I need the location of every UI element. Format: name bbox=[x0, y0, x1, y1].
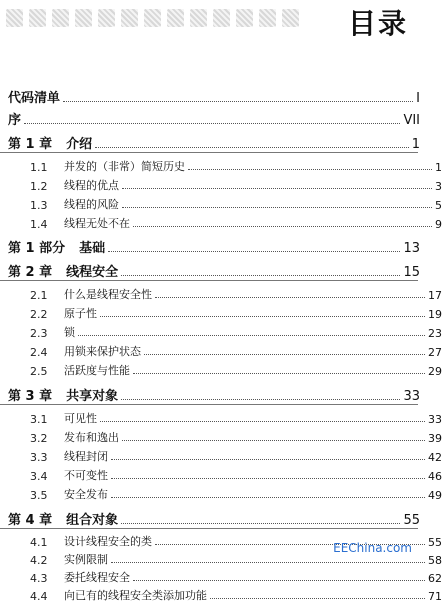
section-number: 2.5 bbox=[30, 365, 48, 378]
section-number: 1.2 bbox=[30, 180, 48, 193]
page-title: 目录 bbox=[347, 7, 408, 40]
dot-leader bbox=[133, 373, 425, 374]
toc-page-number: 13 bbox=[403, 241, 420, 256]
toc-entry-chapter-3[interactable] bbox=[0, 384, 426, 404]
toc-page-number: 46 bbox=[428, 470, 442, 483]
toc-entry-preface[interactable] bbox=[0, 108, 426, 128]
toc-page-number: 23 bbox=[428, 327, 442, 340]
toc-entry-section-2-5[interactable] bbox=[0, 360, 448, 378]
dot-leader bbox=[133, 580, 425, 581]
section-number: 2.2 bbox=[30, 308, 48, 321]
dot-leader bbox=[121, 275, 400, 276]
toc-entry-chapter-1[interactable] bbox=[0, 132, 426, 152]
dot-leader bbox=[111, 459, 425, 460]
toc-title: 线程安全 bbox=[66, 265, 119, 280]
toc-title: 发布和逸出 bbox=[64, 431, 119, 444]
section-number: 3.4 bbox=[30, 470, 48, 483]
toc-title: 原子性 bbox=[64, 307, 97, 320]
chapter-rule bbox=[0, 152, 418, 153]
dot-leader bbox=[95, 147, 409, 148]
toc-entry-section-2-3[interactable] bbox=[0, 322, 448, 340]
section-number: 2.3 bbox=[30, 327, 48, 340]
toc-entry-part-1[interactable] bbox=[0, 236, 426, 256]
toc-title: 代码清单 bbox=[8, 91, 61, 106]
chapter-number: 第 2 章 bbox=[8, 265, 53, 280]
toc-page-number: 9 bbox=[435, 218, 442, 231]
dot-leader bbox=[111, 562, 425, 563]
toc-page-number: 1 bbox=[411, 137, 420, 152]
toc-page-number: 17 bbox=[428, 289, 442, 302]
toc-title: 基础 bbox=[79, 241, 106, 256]
section-number: 3.5 bbox=[30, 489, 48, 502]
toc-page-number: 39 bbox=[428, 432, 442, 445]
dot-leader bbox=[188, 169, 432, 170]
toc-page-number: VII bbox=[403, 113, 420, 128]
section-number: 3.2 bbox=[30, 432, 48, 445]
toc-page-number: 15 bbox=[403, 265, 420, 280]
dot-leader bbox=[121, 523, 400, 524]
chapter-number: 第 3 章 bbox=[8, 389, 53, 404]
toc-entry-section-1-3[interactable] bbox=[0, 194, 448, 212]
toc-entry-section-1-2[interactable] bbox=[0, 175, 448, 193]
section-number: 4.1 bbox=[30, 536, 48, 549]
toc-title: 并发的（非常）简短历史 bbox=[64, 160, 185, 173]
toc-entry-section-3-2[interactable] bbox=[0, 427, 448, 445]
section-number: 1.3 bbox=[30, 199, 48, 212]
dot-leader bbox=[155, 297, 425, 298]
toc-page-number: 19 bbox=[428, 308, 442, 321]
toc-title: 向已有的线程安全类添加功能 bbox=[64, 589, 207, 602]
section-number: 1.4 bbox=[30, 218, 48, 231]
toc-title: 什么是线程安全性 bbox=[64, 288, 152, 301]
dot-leader bbox=[133, 226, 432, 227]
dot-leader bbox=[78, 335, 425, 336]
toc-page-number: 71 bbox=[428, 590, 442, 603]
toc-page-number: 5 bbox=[435, 199, 442, 212]
section-number: 2.1 bbox=[30, 289, 48, 302]
toc-title: 介绍 bbox=[66, 137, 93, 152]
toc-title: 可见性 bbox=[64, 412, 97, 425]
toc-title: 线程无处不在 bbox=[64, 217, 130, 230]
dot-leader bbox=[210, 598, 425, 599]
toc-entry-section-2-2[interactable] bbox=[0, 303, 448, 321]
dot-leader bbox=[111, 478, 425, 479]
toc-page-number: I bbox=[416, 91, 420, 106]
dot-leader bbox=[108, 251, 400, 252]
chapter-rule bbox=[0, 280, 418, 281]
toc-page-number: 55 bbox=[403, 513, 420, 528]
toc-title: 安全发布 bbox=[64, 488, 108, 501]
toc-page-number: 27 bbox=[428, 346, 442, 359]
watermark: EEChina.com bbox=[333, 541, 412, 555]
chapter-rule bbox=[0, 404, 418, 405]
toc-title: 共享对象 bbox=[66, 389, 119, 404]
toc-entry-chapter-4[interactable] bbox=[0, 508, 426, 528]
toc-title: 线程的风险 bbox=[64, 198, 119, 211]
toc-title: 线程的优点 bbox=[64, 179, 119, 192]
toc-title: 委托线程安全 bbox=[64, 571, 130, 584]
toc-entry-section-3-5[interactable] bbox=[0, 484, 448, 502]
toc-page-number: 29 bbox=[428, 365, 442, 378]
toc-title: 组合对象 bbox=[66, 513, 119, 528]
part-number: 第 1 部分 bbox=[8, 241, 66, 256]
toc-title: 锁 bbox=[64, 326, 75, 339]
toc-entry-section-1-1[interactable] bbox=[0, 156, 448, 174]
section-number: 3.1 bbox=[30, 413, 48, 426]
toc-title: 用锁来保护状态 bbox=[64, 345, 141, 358]
toc-page-number: 55 bbox=[428, 536, 442, 549]
toc-entry-section-3-4[interactable] bbox=[0, 465, 448, 483]
dot-leader bbox=[100, 421, 425, 422]
toc-title: 线程封闭 bbox=[64, 450, 108, 463]
dot-leader bbox=[144, 354, 425, 355]
toc-title: 活跃度与性能 bbox=[64, 364, 130, 377]
toc-title: 实例限制 bbox=[64, 553, 108, 566]
chapter-rule bbox=[0, 528, 418, 529]
toc-entry-section-1-4[interactable] bbox=[0, 213, 448, 231]
dot-leader bbox=[100, 316, 425, 317]
toc-entry-section-2-4[interactable] bbox=[0, 341, 448, 359]
chapter-number: 第 4 章 bbox=[8, 513, 53, 528]
toc-page-number: 3 bbox=[435, 180, 442, 193]
toc-page-number: 1 bbox=[435, 161, 442, 174]
toc-page-number: 33 bbox=[428, 413, 442, 426]
toc-entry-section-4-4[interactable] bbox=[0, 585, 448, 603]
section-number: 1.1 bbox=[30, 161, 48, 174]
dot-leader bbox=[111, 497, 425, 498]
section-number: 4.3 bbox=[30, 572, 48, 585]
toc-title: 设计线程安全的类 bbox=[64, 535, 152, 548]
toc-entry-section-4-3[interactable] bbox=[0, 567, 448, 585]
toc-entry-section-2-1[interactable] bbox=[0, 284, 448, 302]
toc-title: 序 bbox=[8, 113, 22, 128]
dot-leader bbox=[121, 399, 400, 400]
section-number: 4.2 bbox=[30, 554, 48, 567]
dot-leader bbox=[122, 188, 432, 189]
dot-leader bbox=[24, 123, 400, 124]
dot-leader bbox=[63, 101, 413, 102]
section-number: 2.4 bbox=[30, 346, 48, 359]
header-banner bbox=[0, 0, 418, 50]
toc-entry-chapter-2[interactable] bbox=[0, 260, 426, 280]
toc-page-number: 58 bbox=[428, 554, 442, 567]
chapter-number: 第 1 章 bbox=[8, 137, 53, 152]
section-number: 3.3 bbox=[30, 451, 48, 464]
toc-entry-code-list[interactable] bbox=[0, 86, 426, 106]
toc-entry-section-3-3[interactable] bbox=[0, 446, 448, 464]
toc-page-number: 49 bbox=[428, 489, 442, 502]
section-number: 4.4 bbox=[30, 590, 48, 603]
decorative-pattern bbox=[6, 9, 299, 29]
dot-leader bbox=[122, 440, 425, 441]
dot-leader bbox=[122, 207, 432, 208]
toc-page-number: 33 bbox=[403, 389, 420, 404]
toc-title: 不可变性 bbox=[64, 469, 108, 482]
toc-page-number: 62 bbox=[428, 572, 442, 585]
toc-page-number: 42 bbox=[428, 451, 442, 464]
toc-entry-section-3-1[interactable] bbox=[0, 408, 448, 426]
